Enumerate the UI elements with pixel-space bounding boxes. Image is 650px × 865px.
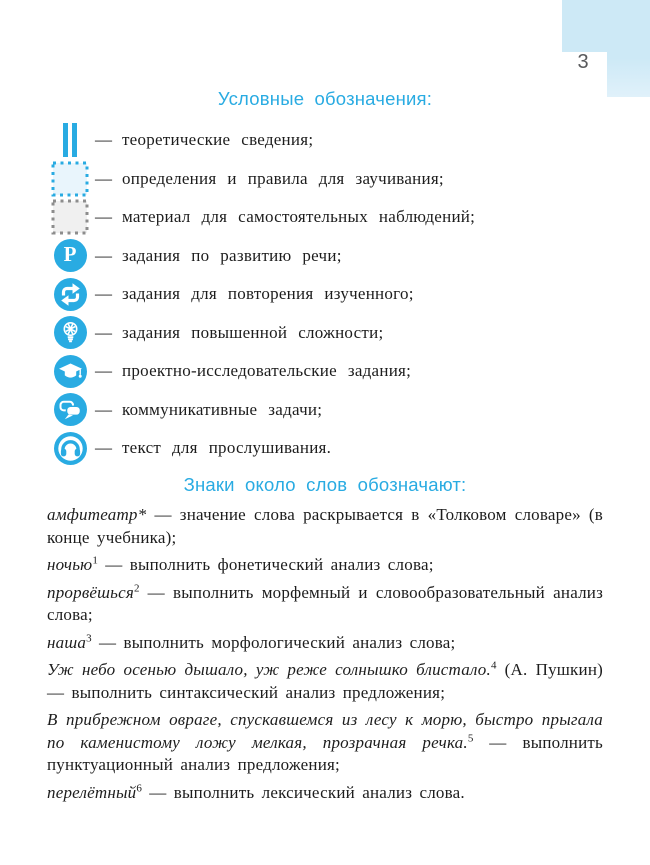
mark-rest: — выполнить лексический анализ слова.	[141, 782, 465, 802]
mark-item-syntactic	[47, 659, 603, 704]
legend-item-speech	[47, 238, 603, 274]
speech-development-icon	[47, 239, 93, 272]
mark-term: перелётный	[47, 782, 137, 802]
mark-term: прорвёшься	[47, 582, 134, 602]
letter-r-glyph: Р	[63, 242, 77, 266]
legend-item-label: задания повышенной сложности;	[122, 322, 384, 342]
mark-item-lexical	[47, 782, 603, 805]
page-number: 3	[577, 51, 589, 73]
legend-item-repetition	[47, 276, 603, 312]
mark-rest: — значение слова раскрывается в «Толковом словаре» (в конце учебника);	[47, 505, 603, 547]
mark-superscript: 5	[467, 731, 474, 744]
mark-rest: — выполнить фонетический анализ слова;	[97, 555, 434, 574]
dotted-blue-box-icon	[47, 161, 93, 197]
mark-superscript: 2	[133, 581, 140, 594]
legend-list	[47, 122, 603, 466]
mark-term: амфитеатр*	[47, 505, 147, 524]
mark-item-phonetic	[47, 554, 603, 577]
legend-item-label: задания по развитию речи;	[122, 245, 342, 265]
chat-bubbles-icon	[47, 393, 93, 426]
legend-dash: —	[95, 438, 112, 457]
mark-term: ночью	[47, 555, 93, 574]
page-content	[47, 88, 603, 809]
legend-item-label: материал для самостоятельных наблюдений;	[122, 207, 476, 226]
legend-item-communication	[47, 392, 603, 428]
legend-item-label: коммуникативные задачи;	[122, 399, 323, 419]
mark-item-morphological	[47, 632, 603, 655]
legend-item-label: задания для повторения изученного;	[122, 284, 414, 303]
mark-term: наша	[47, 632, 87, 652]
legend-dash: —	[95, 207, 112, 226]
mark-rest: — выполнить морфемный и словообразовательный анализ слова;	[47, 582, 603, 624]
marks-list	[47, 504, 603, 804]
mark-rest: — выполнить пунктуационный анализ предложения;	[47, 732, 603, 774]
legend-item-advanced	[47, 315, 603, 351]
mark-rest: — выполнить морфологический анализ слова;	[91, 632, 456, 652]
legend-dash: —	[95, 284, 112, 303]
headphones-icon	[47, 432, 93, 465]
double-bars-icon	[47, 123, 93, 157]
mark-item-morphemic	[47, 582, 603, 627]
legend-dash: —	[95, 399, 112, 419]
lightbulb-icon	[47, 316, 93, 349]
legend-dash: —	[95, 130, 112, 149]
mark-rest: (А. Пушкин) — выполнить синтаксический анализ предложения;	[47, 660, 603, 702]
mark-superscript: 6	[136, 781, 142, 794]
legend-item-theory	[47, 122, 603, 158]
legend-item-project	[47, 353, 603, 389]
mark-superscript: 1	[92, 554, 98, 567]
mark-item-punctuation	[47, 709, 603, 777]
legend-dash: —	[95, 245, 112, 265]
marks-title: Знаки около слов обозначают:	[183, 474, 467, 495]
legend-title: Условные обозначения:	[217, 88, 433, 109]
legend-item-label: текст для прослушивания.	[122, 438, 332, 457]
mark-superscript: 3	[86, 631, 92, 644]
legend-item-label: теоретические сведения;	[122, 130, 314, 149]
repeat-arrows-icon	[47, 278, 93, 311]
dotted-gray-box-icon	[47, 199, 93, 235]
legend-item-definitions	[47, 161, 603, 197]
legend-dash: —	[95, 168, 112, 188]
legend-item-observations	[47, 199, 603, 235]
legend-item-listening	[47, 430, 603, 466]
mark-item-tolkovy	[47, 504, 603, 549]
mark-term: В прибрежном овраге, спускавшемся из лесу к морю, быстро прыгала по каменистому ложу мелкая, прозрачная речка.	[47, 710, 603, 752]
corner-decoration-side	[607, 0, 650, 97]
legend-dash: —	[95, 361, 112, 380]
graduation-cap-icon	[47, 355, 93, 388]
legend-item-label: проектно-исследовательские задания;	[122, 361, 412, 380]
mark-superscript: 4	[490, 659, 497, 672]
legend-dash: —	[95, 322, 112, 342]
legend-item-label: определения и правила для заучивания;	[122, 168, 444, 188]
mark-term: Уж небо осенью дышало, уж реже солнышко блистало.	[47, 660, 491, 679]
